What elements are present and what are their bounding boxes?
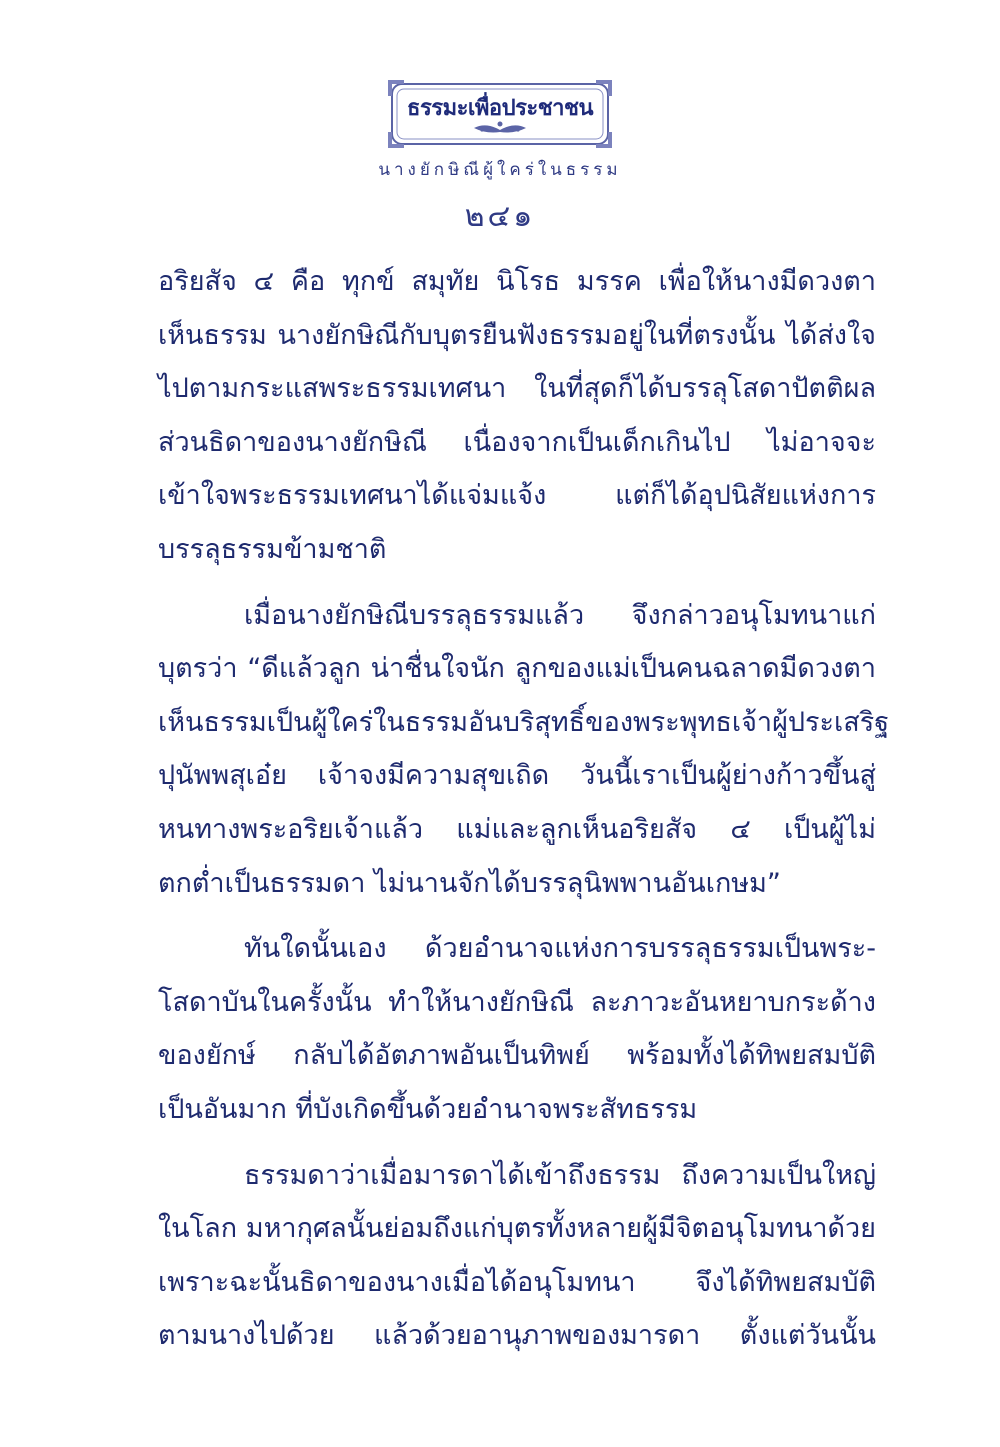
text-line: ตกต่ำเป็นธรรมดา ไม่นานจักได้บรรลุนิพพานอันเกษม” [158,867,781,899]
text-line: ทันใดนั้นเอง ด้วยอำนาจแห่งการบรรลุธรรมเป็นพระ- [244,933,876,965]
text-line: ปุนัพพสุเอ๋ย เจ้าจงมีความสุขเถิด วันนี้เราเป็นผู้ย่างก้าวขึ้นสู่ [158,760,876,792]
paragraph [158,589,890,911]
chapter-title: นางยักษิณีผู้ใคร่ในธรรม [378,160,622,180]
text-line: โสดาบันในครั้งนั้น ทำให้นางยักษิณี ละภาวะอันหยาบกระด้าง [158,986,876,1018]
text-line: เห็นธรรมเป็นผู้ใคร่ในธรรมอันบริสุทธิ์ของพระพุทธเจ้าผู้ประเสริฐ [158,706,890,738]
text-line: ไปตามกระแสพระธรรมเทศนา ในที่สุดก็ได้บรรลุโสดาปัตติผล [158,373,876,405]
text-line: เห็นธรรม นางยักษิณีกับบุตรยืนฟังธรรมอยู่ในที่ตรงนั้น ได้ส่งใจ [158,319,876,351]
text-line: เข้าใจพระธรรมเทศนาได้แจ่มแจ้ง แต่ก็ได้อุปนิสัยแห่งการ [158,480,876,512]
text-line: ส่วนธิดาของนางยักษิณี เนื่องจากเป็นเด็กเกินไป ไม่อาจจะ [158,426,876,458]
text-line: อริยสัจ ๔ คือ ทุกข์ สมุทัย นิโรธ มรรค เพื่อให้นางมีดวงตา [158,266,876,297]
text-line: บรรลุธรรมข้ามชาติ [158,533,387,565]
text-line: ตามนางไปด้วย แล้วด้วยอานุภาพของมารดา ตั้งแต่วันนั้น [158,1320,876,1352]
page-header [0,78,1000,240]
text-line: เมื่อนางยักษิณีบรรลุธรรมแล้ว จึงกล่าวอนุโมทนาแก่ [244,599,876,631]
paragraph [158,922,876,1136]
text-line: ในโลก มหากุศลนั้นย่อมถึงแก่บุตรทั้งหลายผู้มีจิตอนุโมทนาด้วย [158,1213,876,1245]
logo-text: ธรรมะเพื่อประชาชน [407,96,593,121]
text-line: หนทางพระอริยเจ้าแล้ว แม่และลูกเห็นอริยสัจ ๔ เป็นผู้ไม่ [158,813,876,845]
page-number: ๒๔๑ [464,199,536,234]
paragraph [158,1149,876,1363]
text-line: ของยักษ์ กลับได้อัตภาพอันเป็นทิพย์ พร้อมทั้งได้ทิพยสมบัติ [158,1040,876,1072]
text-line: บุตรว่า “ดีแล้วลูก น่าชื่นใจนัก ลูกของแม่เป็นคนฉลาดมีดวงตา [158,653,876,685]
series-logo [386,78,614,150]
paragraph [158,255,876,577]
text-line: เป็นอันมาก ที่บังเกิดขึ้นด้วยอำนาจพระสัทธรรม [158,1093,698,1125]
text-line: ธรรมดาว่าเมื่อมารดาได้เข้าถึงธรรม ถึงความเป็นใหญ่ [244,1159,876,1191]
text-line: เพราะฉะนั้นธิดาของนางเมื่อได้อนุโมทนา จึงได้ทิพยสมบัติ [158,1266,876,1298]
body-text [158,255,890,1363]
